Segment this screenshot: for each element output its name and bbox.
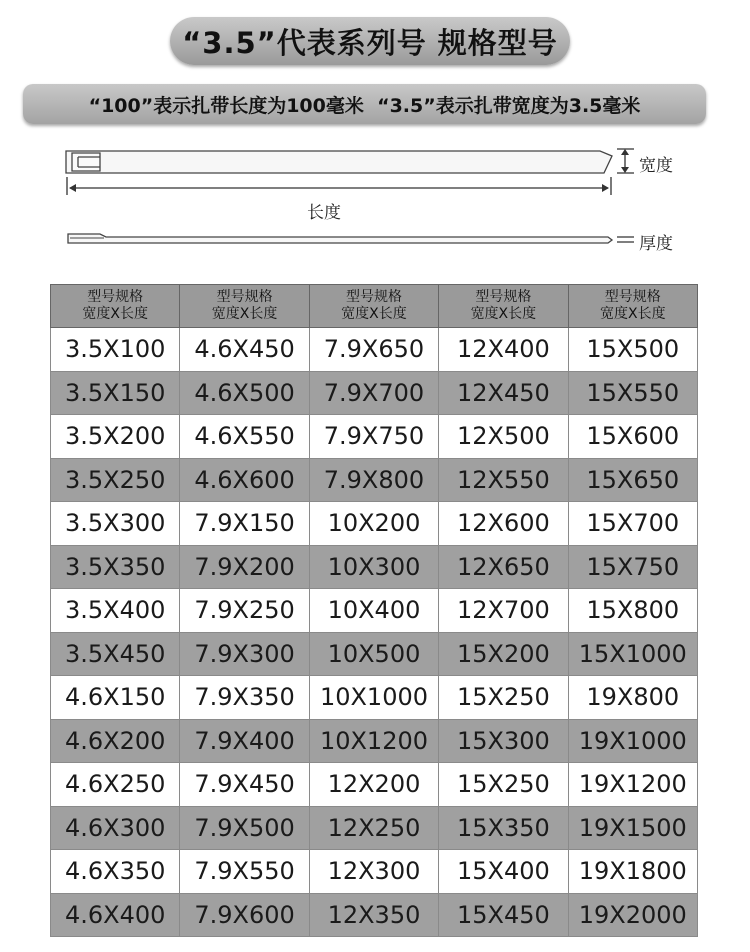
table-cell: 15X550 [568,371,697,415]
table-row [51,676,698,720]
table-row [51,850,698,894]
table-cell: 12X250 [309,806,438,850]
table-cell: 15X700 [568,502,697,546]
table-cell: 4.6X450 [180,328,309,372]
length-label: 长度 [307,203,341,223]
table-cell: 10X400 [309,589,438,633]
table-cell: 4.6X550 [180,415,309,459]
column-header: 型号规格 宽度X长度 [51,285,180,328]
table-cell: 12X200 [309,763,438,807]
width-label: 宽度 [639,156,673,176]
table-cell: 15X250 [439,763,568,807]
cable-tie-drawing [0,135,750,260]
table-cell: 10X1200 [309,719,438,763]
table-cell: 4.6X350 [51,850,180,894]
table-cell: 12X400 [439,328,568,372]
table-cell: 12X450 [439,371,568,415]
table-cell: 3.5X100 [51,328,180,372]
spec-table [50,284,698,937]
table-cell: 15X750 [568,545,697,589]
table-cell: 4.6X200 [51,719,180,763]
table-cell: 15X800 [568,589,697,633]
subtitle-banner: “100”表示扎带长度为100毫米 “3.5”表示扎带宽度为3.5毫米 [23,84,706,124]
table-cell: 3.5X400 [51,589,180,633]
table-cell: 12X350 [309,893,438,937]
table-cell: 12X700 [439,589,568,633]
table-row [51,415,698,459]
table-cell: 15X300 [439,719,568,763]
table-cell: 10X200 [309,502,438,546]
table-cell: 15X200 [439,632,568,676]
table-cell: 15X650 [568,458,697,502]
table-cell: 7.9X300 [180,632,309,676]
table-cell: 15X450 [439,893,568,937]
table-cell: 7.9X600 [180,893,309,937]
table-row [51,632,698,676]
table-cell: 15X400 [439,850,568,894]
table-cell: 7.9X150 [180,502,309,546]
table-cell: 7.9X750 [309,415,438,459]
page-title: “3.5”代表系列号 规格型号 [170,17,570,65]
table-cell: 3.5X250 [51,458,180,502]
table-cell: 7.9X700 [309,371,438,415]
table-row [51,328,698,372]
tie-top-view [66,151,612,173]
table-cell: 7.9X350 [180,676,309,720]
table-cell: 7.9X650 [309,328,438,372]
cable-tie-diagram [0,135,750,260]
column-header: 型号规格 宽度X长度 [180,285,309,328]
table-row [51,545,698,589]
table-cell: 3.5X450 [51,632,180,676]
column-header: 型号规格 宽度X长度 [309,285,438,328]
table-cell: 12X650 [439,545,568,589]
table-cell: 4.6X150 [51,676,180,720]
table-cell: 3.5X150 [51,371,180,415]
table-row [51,371,698,415]
table-cell: 7.9X400 [180,719,309,763]
table-cell: 3.5X300 [51,502,180,546]
column-header: 型号规格 宽度X长度 [568,285,697,328]
table-cell: 19X1200 [568,763,697,807]
table-row [51,763,698,807]
table-cell: 7.9X200 [180,545,309,589]
table-row [51,893,698,937]
table-cell: 4.6X250 [51,763,180,807]
table-cell: 10X500 [309,632,438,676]
table-cell: 12X500 [439,415,568,459]
table-cell: 4.6X500 [180,371,309,415]
table-cell: 7.9X550 [180,850,309,894]
tie-side-view [68,234,612,243]
table-cell: 4.6X400 [51,893,180,937]
table-cell: 10X300 [309,545,438,589]
table-cell: 4.6X600 [180,458,309,502]
table-row [51,458,698,502]
table-row [51,589,698,633]
table-cell: 19X2000 [568,893,697,937]
table-row [51,719,698,763]
table-cell: 19X1800 [568,850,697,894]
table-cell: 19X1500 [568,806,697,850]
table-cell: 10X1000 [309,676,438,720]
table-cell: 12X600 [439,502,568,546]
table-cell: 15X600 [568,415,697,459]
table-cell: 3.5X350 [51,545,180,589]
table-cell: 15X250 [439,676,568,720]
table-cell: 7.9X500 [180,806,309,850]
table-cell: 12X300 [309,850,438,894]
table-cell: 7.9X450 [180,763,309,807]
table-cell: 15X1000 [568,632,697,676]
table-cell: 19X800 [568,676,697,720]
column-header: 型号规格 宽度X长度 [439,285,568,328]
table-cell: 4.6X300 [51,806,180,850]
table-cell: 7.9X800 [309,458,438,502]
table-cell: 15X350 [439,806,568,850]
table-cell: 3.5X200 [51,415,180,459]
table-row [51,502,698,546]
table-cell: 19X1000 [568,719,697,763]
tie-buckle [72,153,100,171]
table-cell: 12X550 [439,458,568,502]
table-header-row [51,285,698,328]
thickness-label: 厚度 [639,234,673,254]
table-row [51,806,698,850]
table-cell: 15X500 [568,328,697,372]
table-cell: 7.9X250 [180,589,309,633]
